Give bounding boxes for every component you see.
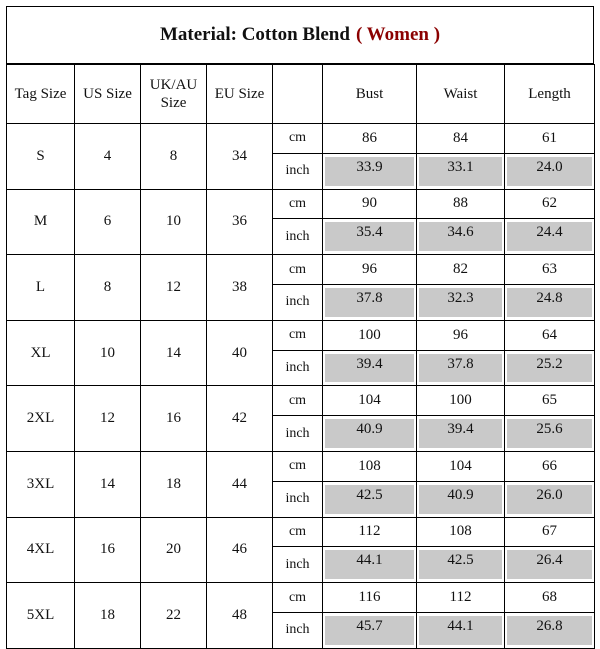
length-inch-value: 26.0 <box>507 485 592 514</box>
ukau-size-cell: 22 <box>141 583 207 649</box>
us-size-cell: 12 <box>75 386 141 452</box>
tag-size-cell: 2XL <box>7 386 75 452</box>
eu-size-cell: 44 <box>207 451 273 517</box>
header-ukau-line1: UK/AU <box>149 77 198 93</box>
bust-cm-cell: 96 <box>323 255 417 285</box>
bust-cm-cell: 112 <box>323 517 417 547</box>
bust-inch-value: 39.4 <box>325 354 414 383</box>
eu-size-cell: 48 <box>207 583 273 649</box>
unit-inch-cell: inch <box>273 416 323 452</box>
ukau-size-cell: 12 <box>141 255 207 321</box>
unit-inch-cell: inch <box>273 481 323 517</box>
header-ukau-size <box>141 65 207 124</box>
header-unit <box>273 65 323 124</box>
bust-inch-cell <box>323 284 417 320</box>
length-inch-cell <box>505 612 595 648</box>
length-cm-cell: 61 <box>505 124 595 154</box>
waist-inch-value: 42.5 <box>419 550 502 579</box>
length-inch-value: 24.8 <box>507 288 592 317</box>
waist-inch-value: 44.1 <box>419 616 502 645</box>
length-inch-cell <box>505 284 595 320</box>
waist-cm-cell: 82 <box>417 255 505 285</box>
bust-inch-cell <box>323 547 417 583</box>
unit-cm-cell: cm <box>273 189 323 219</box>
header-length: Length <box>505 65 595 124</box>
waist-cm-cell: 112 <box>417 583 505 613</box>
bust-inch-cell <box>323 219 417 255</box>
table-row <box>7 583 595 613</box>
header-waist: Waist <box>417 65 505 124</box>
bust-cm-cell: 108 <box>323 451 417 481</box>
waist-cm-cell: 88 <box>417 189 505 219</box>
length-cm-cell: 66 <box>505 451 595 481</box>
length-inch-cell <box>505 350 595 386</box>
ukau-size-cell: 20 <box>141 517 207 583</box>
eu-size-cell: 34 <box>207 124 273 190</box>
ukau-size-cell: 10 <box>141 189 207 255</box>
waist-inch-cell <box>417 416 505 452</box>
tag-size-cell: M <box>7 189 75 255</box>
table-row <box>7 451 595 481</box>
waist-inch-cell <box>417 612 505 648</box>
ukau-size-cell: 18 <box>141 451 207 517</box>
bust-inch-value: 35.4 <box>325 222 414 251</box>
waist-cm-cell: 100 <box>417 386 505 416</box>
us-size-cell: 8 <box>75 255 141 321</box>
unit-cm-cell: cm <box>273 451 323 481</box>
header-eu-size: EU Size <box>207 65 273 124</box>
header-row <box>7 65 595 124</box>
bust-inch-value: 44.1 <box>325 550 414 579</box>
ukau-size-cell: 8 <box>141 124 207 190</box>
length-inch-value: 26.4 <box>507 550 592 579</box>
size-chart <box>6 6 594 638</box>
bust-cm-cell: 104 <box>323 386 417 416</box>
table-row <box>7 320 595 350</box>
unit-cm-cell: cm <box>273 124 323 154</box>
waist-inch-value: 40.9 <box>419 485 502 514</box>
bust-cm-cell: 86 <box>323 124 417 154</box>
length-cm-cell: 62 <box>505 189 595 219</box>
waist-inch-cell <box>417 350 505 386</box>
length-inch-cell <box>505 547 595 583</box>
us-size-cell: 6 <box>75 189 141 255</box>
bust-inch-cell <box>323 416 417 452</box>
unit-cm-cell: cm <box>273 386 323 416</box>
length-cm-cell: 67 <box>505 517 595 547</box>
length-inch-value: 25.6 <box>507 419 592 448</box>
bust-inch-value: 37.8 <box>325 288 414 317</box>
unit-inch-cell: inch <box>273 547 323 583</box>
length-inch-value: 24.0 <box>507 157 592 186</box>
waist-inch-cell <box>417 481 505 517</box>
header-bust: Bust <box>323 65 417 124</box>
length-cm-cell: 63 <box>505 255 595 285</box>
bust-inch-cell <box>323 350 417 386</box>
waist-inch-value: 34.6 <box>419 222 502 251</box>
unit-cm-cell: cm <box>273 517 323 547</box>
us-size-cell: 18 <box>75 583 141 649</box>
ukau-size-cell: 14 <box>141 320 207 386</box>
unit-inch-cell: inch <box>273 350 323 386</box>
unit-inch-cell: inch <box>273 153 323 189</box>
header-us-size: US Size <box>75 65 141 124</box>
size-table <box>6 64 595 649</box>
length-inch-value: 25.2 <box>507 354 592 383</box>
bust-inch-cell <box>323 612 417 648</box>
waist-cm-cell: 96 <box>417 320 505 350</box>
waist-inch-cell <box>417 547 505 583</box>
waist-inch-value: 37.8 <box>419 354 502 383</box>
waist-cm-cell: 104 <box>417 451 505 481</box>
ukau-size-cell: 16 <box>141 386 207 452</box>
unit-inch-cell: inch <box>273 219 323 255</box>
table-row <box>7 189 595 219</box>
table-row <box>7 386 595 416</box>
us-size-cell: 10 <box>75 320 141 386</box>
tag-size-cell: XL <box>7 320 75 386</box>
length-inch-cell <box>505 416 595 452</box>
waist-inch-cell <box>417 284 505 320</box>
unit-cm-cell: cm <box>273 320 323 350</box>
unit-cm-cell: cm <box>273 583 323 613</box>
tag-size-cell: 4XL <box>7 517 75 583</box>
tag-size-cell: L <box>7 255 75 321</box>
table-row <box>7 124 595 154</box>
bust-cm-cell: 116 <box>323 583 417 613</box>
waist-cm-cell: 108 <box>417 517 505 547</box>
waist-inch-cell <box>417 219 505 255</box>
tag-size-cell: S <box>7 124 75 190</box>
bust-inch-value: 33.9 <box>325 157 414 186</box>
tag-size-cell: 5XL <box>7 583 75 649</box>
waist-inch-value: 32.3 <box>419 288 502 317</box>
us-size-cell: 16 <box>75 517 141 583</box>
eu-size-cell: 46 <box>207 517 273 583</box>
header-tag-size: Tag Size <box>7 65 75 124</box>
unit-cm-cell: cm <box>273 255 323 285</box>
length-inch-cell <box>505 153 595 189</box>
us-size-cell: 4 <box>75 124 141 190</box>
eu-size-cell: 40 <box>207 320 273 386</box>
header-ukau-line2: Size <box>160 95 187 111</box>
bust-inch-value: 42.5 <box>325 485 414 514</box>
eu-size-cell: 36 <box>207 189 273 255</box>
chart-title <box>6 6 594 64</box>
length-inch-value: 24.4 <box>507 222 592 251</box>
waist-cm-cell: 84 <box>417 124 505 154</box>
length-inch-cell <box>505 219 595 255</box>
waist-inch-value: 39.4 <box>419 419 502 448</box>
table-row <box>7 255 595 285</box>
unit-inch-cell: inch <box>273 612 323 648</box>
waist-inch-value: 33.1 <box>419 157 502 186</box>
bust-inch-cell <box>323 481 417 517</box>
bust-cm-cell: 100 <box>323 320 417 350</box>
waist-inch-cell <box>417 153 505 189</box>
length-cm-cell: 68 <box>505 583 595 613</box>
bust-inch-value: 45.7 <box>325 616 414 645</box>
table-row <box>7 517 595 547</box>
title-material: Material: Cotton Blend <box>159 24 350 45</box>
bust-cm-cell: 90 <box>323 189 417 219</box>
eu-size-cell: 38 <box>207 255 273 321</box>
length-inch-cell <box>505 481 595 517</box>
title-gender: ( Women ) <box>355 24 441 45</box>
unit-inch-cell: inch <box>273 284 323 320</box>
length-cm-cell: 64 <box>505 320 595 350</box>
eu-size-cell: 42 <box>207 386 273 452</box>
bust-inch-value: 40.9 <box>325 419 414 448</box>
us-size-cell: 14 <box>75 451 141 517</box>
length-cm-cell: 65 <box>505 386 595 416</box>
length-inch-value: 26.8 <box>507 616 592 645</box>
tag-size-cell: 3XL <box>7 451 75 517</box>
bust-inch-cell <box>323 153 417 189</box>
